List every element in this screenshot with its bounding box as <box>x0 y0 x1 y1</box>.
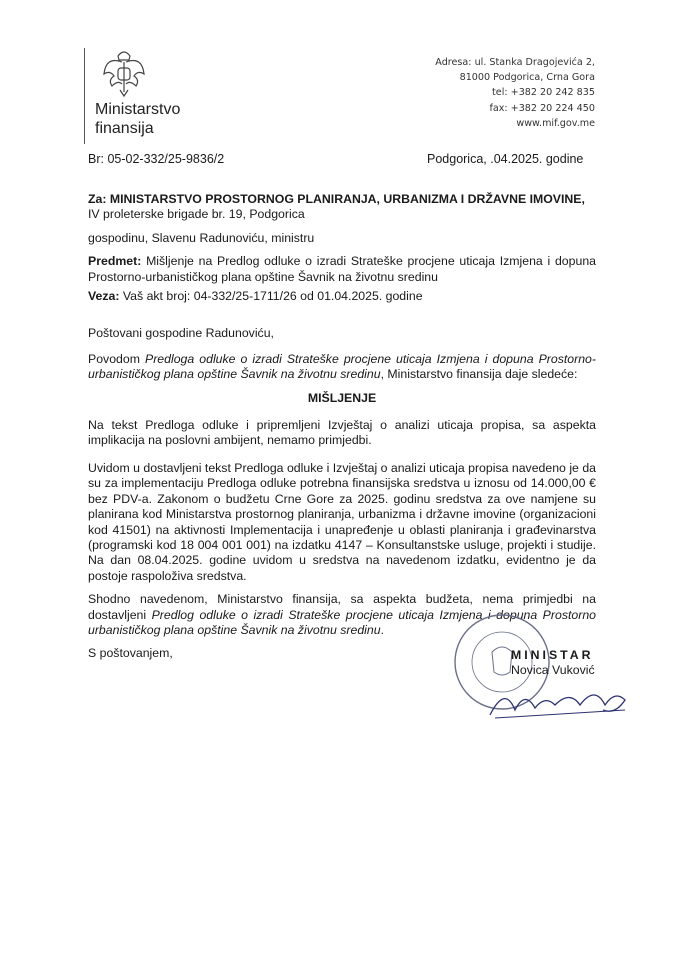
recipient-label: Za: <box>88 192 107 206</box>
ministry-name-line2: finansija <box>95 120 154 137</box>
subject-label: Predmet: <box>88 254 142 269</box>
contact-address <box>435 55 595 131</box>
letterhead-divider <box>84 48 85 144</box>
signatory-name: Novica Vuković <box>511 663 595 677</box>
phone: tel: +382 20 242 835 <box>492 87 595 99</box>
address-city: 81000 Podgorica, Crna Gora <box>459 72 595 84</box>
signature-block <box>511 648 595 678</box>
intro-text-end: , Ministarstvo finansija daje sledeće: <box>380 367 578 382</box>
conclusion-italic: Predlog odluke o izradi Strateške procjene uticaja Izmjena i dopuna Prostorno urbanističkog plana opštine Šavnik na životnu sredinu <box>88 607 596 637</box>
recipient-person: gospodinu, Slavenu Radunoviću, ministru <box>88 230 315 245</box>
recipient-name: MINISTARSTVO PROSTORNOG PLANIRANJA, URBANIZMA I DRŽAVNE IMOVINE, <box>109 192 585 206</box>
handwritten-signature <box>485 680 630 725</box>
conclusion-text-end: . <box>380 622 384 637</box>
letter-body <box>88 192 596 670</box>
paragraph: Uvidom u dostavljeni tekst Predloga odluke i Izvještaj o analizi uticaja propisa navedeno je da su za implementaciju Predloga odluke potrebna finansijska sredstva u iznosu od 14.000,00 € bez PDV-a. Zakonom o budžetu Crne Gore za 2025. godinu sredstva za ove namjene su planirana kod Ministarstva prostornog planiranja, urbanizma i državne imovine (organizacioni kod 41501) na aktivnosti Implementacija i unapređenje u oblasti planiranja i građevinarstva (programski kod 18 004 001 001) na izdatku 4147 – Konsultanstske usluge, projekti i studije. Na dan 08.04.2025. godine uvidom u sredstva na navedenom izdatku, evidentno je da postoje raspoloživa sredstva. <box>88 460 596 583</box>
signatory-title: MINISTAR <box>511 648 594 662</box>
intro-text: Povodom <box>88 351 145 366</box>
intro-italic: Predloga odluke o izradi Strateške procjene uticaja Izmjena i dopuna Prostorno-urbanističkog plana opštine Šavnik na životnu sredinu <box>88 351 596 382</box>
ministry-name-line1: Ministarstvo <box>95 101 181 118</box>
recipient-address: IV proleterske brigade br. 19, Podgorica <box>88 207 305 222</box>
intro-paragraph <box>88 352 596 383</box>
paragraph: Na tekst Predloga odluke i pripremljeni Izvještaj o analizi uticaja propisa, sa aspekta implikacija na poslovni ambijent, nemamo primjedbi. <box>88 418 596 448</box>
link-label: Veza: <box>88 289 120 304</box>
link-reference <box>88 289 596 304</box>
recipient <box>88 192 596 207</box>
conclusion-text: Shodno navedenom, Ministarstvo finansija, sa aspekta budžeta, nema primjedbi na dostavljeni <box>88 592 596 622</box>
ministry-name <box>95 100 180 138</box>
salutation: Poštovani gospodine Radunoviću, <box>88 326 274 341</box>
fax: fax: +382 20 224 450 <box>489 102 595 114</box>
document-title: MIŠLJENJE <box>307 390 377 405</box>
document-date: Podgorica, .04.2025. godine <box>427 152 584 166</box>
subject-text: Mišljenje na Predlog odluke o izradi Strateške procjene uticaja Izmjena i dopuna Prostorno-urbanističkog plana opštine Šavnik na životnu sredinu <box>88 254 596 284</box>
coat-of-arms-icon <box>100 48 148 98</box>
address-line: Adresa: ul. Stanka Dragojevića 2, <box>435 57 595 68</box>
link-text: Vaš akt broj: 04-332/25-1711/26 od 01.04.2025. godine <box>122 289 423 304</box>
website-link[interactable]: www.mif.gov.me <box>516 117 595 129</box>
reference-number: Br: 05-02-332/25-9836/2 <box>88 152 225 166</box>
closing: S poštovanjem, <box>88 646 173 661</box>
subject <box>88 254 596 285</box>
